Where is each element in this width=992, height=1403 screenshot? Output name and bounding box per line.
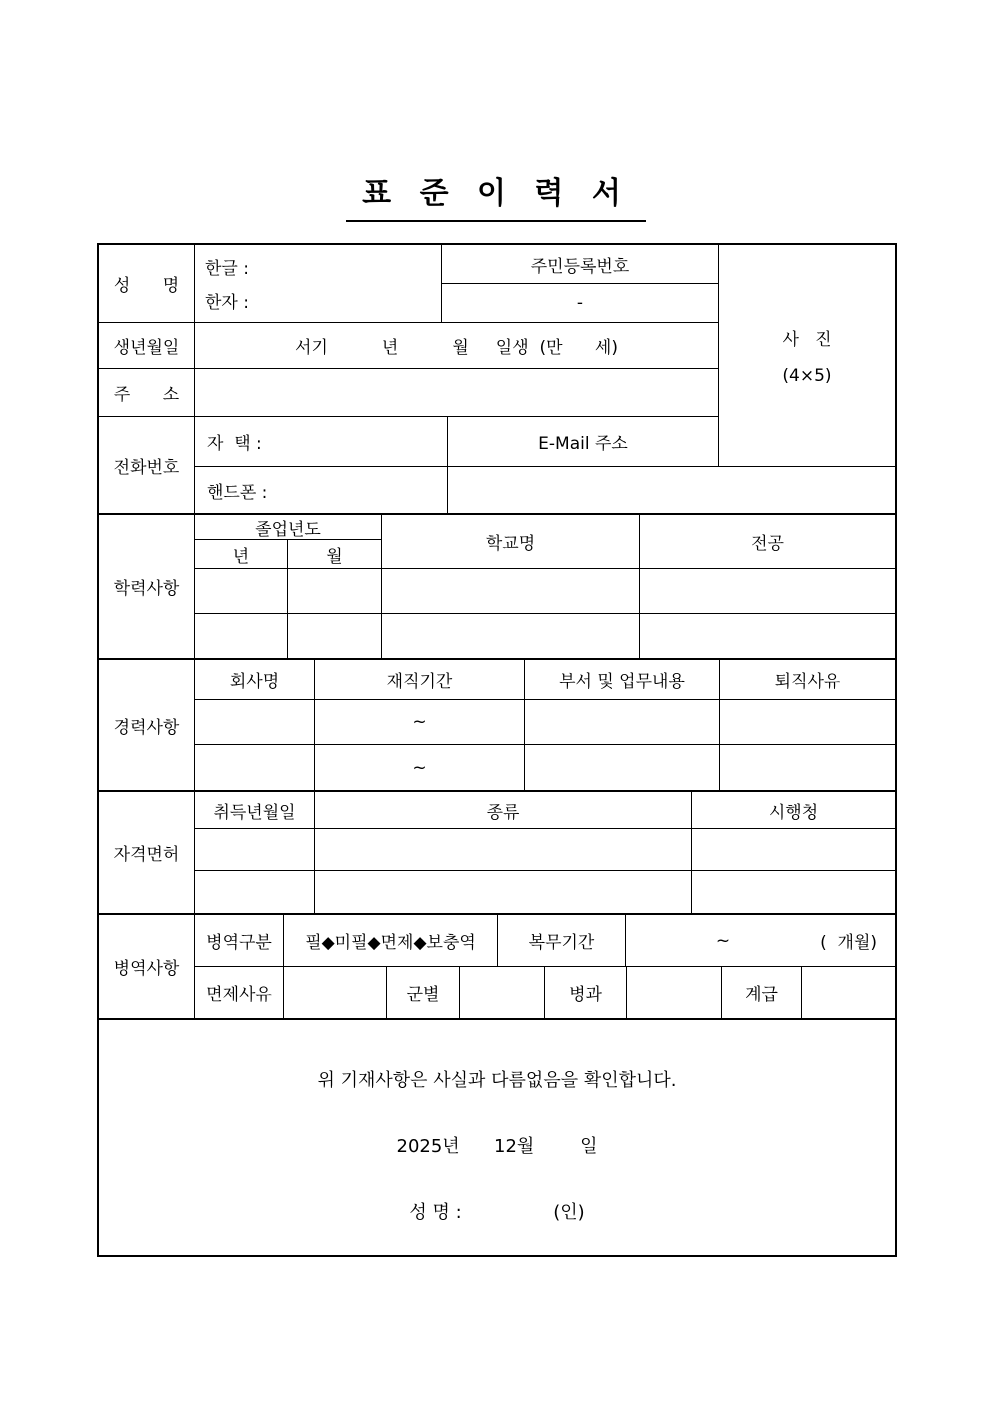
military-section bbox=[99, 913, 895, 1018]
name-input-cell[interactable] bbox=[195, 245, 442, 323]
date-line[interactable]: 2025년 12월 일 bbox=[396, 1136, 598, 1157]
birth-date-field[interactable]: 서기 년 월 일생 (만 세) bbox=[195, 323, 718, 369]
name-label: 성 명 bbox=[99, 245, 195, 323]
photo-label: 사 진 bbox=[782, 330, 832, 350]
license-agency-cell[interactable] bbox=[692, 871, 895, 913]
military-rank-field[interactable] bbox=[802, 967, 895, 1018]
license-type-cell[interactable] bbox=[315, 871, 692, 913]
career-reason-cell[interactable] bbox=[720, 700, 895, 745]
military-section-label: 병역사항 bbox=[99, 915, 195, 1018]
career-company-cell[interactable] bbox=[195, 745, 315, 790]
phone-label: 전화번호 bbox=[99, 417, 195, 513]
confirmation-text: 위 기재사항은 사실과 다름없음을 확인합니다. bbox=[317, 1070, 677, 1091]
period-column-header: 재직기간 bbox=[315, 660, 525, 700]
form-title: 표 준 이 력 서 bbox=[346, 168, 646, 222]
mobile-phone-field[interactable]: 핸드폰 : bbox=[195, 467, 448, 513]
education-year-cell[interactable] bbox=[195, 569, 288, 614]
education-major-cell[interactable] bbox=[640, 569, 895, 614]
month-column-header: 월 bbox=[288, 540, 382, 569]
military-rank-label: 계급 bbox=[722, 967, 802, 1018]
service-period-tilde: ~ bbox=[715, 930, 731, 951]
military-division-label: 병역구분 bbox=[195, 915, 284, 967]
career-reason-cell[interactable] bbox=[720, 745, 895, 790]
career-dept-cell[interactable] bbox=[525, 700, 720, 745]
hangul-name-field[interactable]: 한글 : bbox=[205, 259, 249, 279]
career-section-label: 경력사항 bbox=[99, 660, 195, 790]
education-month-cell[interactable] bbox=[288, 614, 382, 658]
military-division-options: 필◆미필◆면제◆보충역 bbox=[284, 915, 498, 967]
grad-year-header: 졸업년도 bbox=[195, 515, 382, 540]
home-phone-field[interactable]: 자 택 : bbox=[195, 417, 448, 467]
education-section bbox=[99, 513, 895, 658]
career-company-cell[interactable] bbox=[195, 700, 315, 745]
license-type-cell[interactable] bbox=[315, 829, 692, 871]
license-row bbox=[195, 829, 895, 871]
license-agency-cell[interactable] bbox=[692, 829, 895, 871]
issuing-agency-column-header: 시행청 bbox=[692, 792, 895, 829]
education-major-cell[interactable] bbox=[640, 614, 895, 658]
education-row bbox=[195, 569, 895, 614]
license-row bbox=[195, 871, 895, 913]
birth-date-label: 생년월일 bbox=[99, 323, 195, 369]
career-row bbox=[195, 700, 895, 745]
education-school-cell[interactable] bbox=[382, 614, 640, 658]
service-period-field[interactable] bbox=[626, 915, 895, 967]
resume-table bbox=[97, 243, 897, 1257]
confirmation-section bbox=[99, 1018, 895, 1255]
personal-section bbox=[99, 245, 895, 513]
resident-id-field[interactable]: - bbox=[442, 284, 718, 323]
major-column-header: 전공 bbox=[640, 515, 895, 569]
military-branch-label: 군별 bbox=[387, 967, 460, 1018]
service-period-months: ( 개월) bbox=[820, 933, 877, 953]
acquisition-date-column-header: 취득년월일 bbox=[195, 792, 315, 829]
exemption-reason-label: 면제사유 bbox=[195, 967, 284, 1018]
dept-column-header: 부서 및 업무내용 bbox=[525, 660, 720, 700]
photo-placeholder[interactable] bbox=[718, 245, 895, 467]
license-section-label: 자격면허 bbox=[99, 792, 195, 913]
address-label: 주 소 bbox=[99, 369, 195, 417]
exemption-reason-field[interactable] bbox=[284, 967, 387, 1018]
education-month-cell[interactable] bbox=[288, 569, 382, 614]
military-specialty-field[interactable] bbox=[627, 967, 722, 1018]
license-date-cell[interactable] bbox=[195, 871, 315, 913]
license-date-cell[interactable] bbox=[195, 829, 315, 871]
license-section bbox=[99, 790, 895, 913]
education-section-label: 학력사항 bbox=[99, 515, 195, 658]
title-wrap bbox=[0, 168, 992, 222]
career-dept-cell[interactable] bbox=[525, 745, 720, 790]
confirmation-cell bbox=[99, 1020, 895, 1255]
military-branch-field[interactable] bbox=[460, 967, 545, 1018]
education-year-cell[interactable] bbox=[195, 614, 288, 658]
mobile-phone-value-cell[interactable] bbox=[448, 467, 895, 513]
license-type-column-header: 종류 bbox=[315, 792, 692, 829]
address-field[interactable] bbox=[195, 369, 718, 417]
career-section bbox=[99, 658, 895, 790]
education-row bbox=[195, 614, 895, 658]
photo-size-label: (4×5) bbox=[782, 366, 832, 386]
career-period-cell[interactable]: ~ bbox=[315, 700, 525, 745]
service-period-label: 복무기간 bbox=[498, 915, 626, 967]
education-school-cell[interactable] bbox=[382, 569, 640, 614]
resident-id-label: 주민등록번호 bbox=[442, 245, 718, 284]
military-specialty-label: 병과 bbox=[545, 967, 627, 1018]
signature-line[interactable]: 성 명 : (인) bbox=[409, 1202, 585, 1223]
company-column-header: 회사명 bbox=[195, 660, 315, 700]
career-row bbox=[195, 745, 895, 790]
career-period-cell[interactable]: ~ bbox=[315, 745, 525, 790]
email-label: E-Mail 주소 bbox=[448, 417, 718, 467]
year-column-header: 년 bbox=[195, 540, 288, 569]
resign-reason-column-header: 퇴직사유 bbox=[720, 660, 895, 700]
hanja-name-field[interactable]: 한자 : bbox=[205, 293, 249, 313]
school-column-header: 학교명 bbox=[382, 515, 640, 569]
